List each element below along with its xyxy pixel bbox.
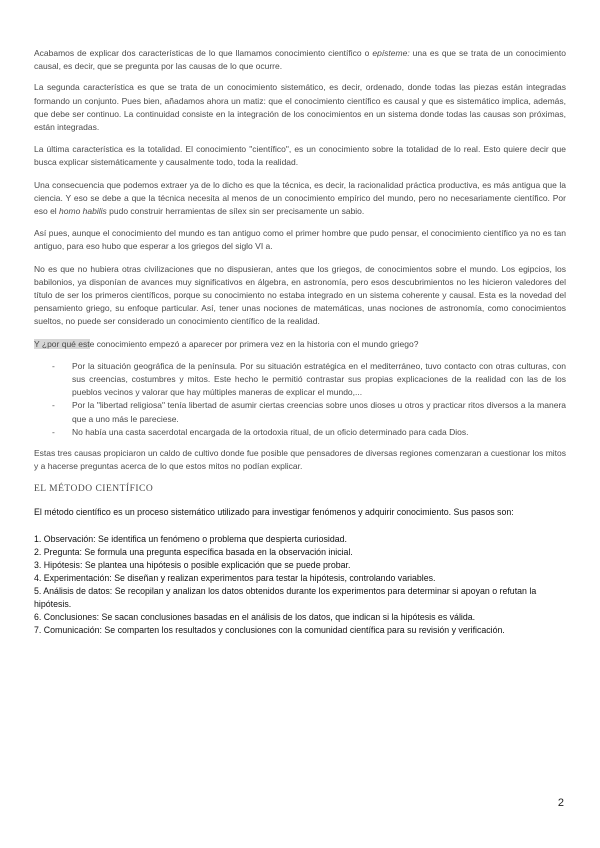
list-item-text: No había una casta sacerdotal encargada de la ortodoxia ritual, de un oficio determinado para cada Dios. <box>72 426 469 437</box>
paragraph-text: Una consecuencia que podemos extraer ya de lo dicho es que la técnica, es decir, la racionalidad práctica productiva, es más antigua que la ciencia. Y eso se debe a que la técnica necesita al menos de un conocimiento empírico del mundo, pero no necesariamente científico. Por eso el <box>34 179 566 217</box>
question-text: e conocimiento empezó a aparecer por primera vez en la historia con el mundo griego? <box>89 338 419 349</box>
highlighted-text: Y ¿por qué est <box>34 338 90 349</box>
paragraph-conclusion: Estas tres causas propiciaron un caldo de cultivo donde fue posible que pensadores de diversas regiones comenzaran a cuestionar los mitos y a hacerse preguntas acerca de lo que estos mitos no podían explicar. <box>34 448 566 472</box>
list-item-text: Por la situación geográfica de la península. Por su situación estratégica en el mediterráneo, tuvo contacto con otras culturas, con sus creencias, costumbres y mitos. Este hecho le permitió contrastar sus propias explicaciones de la realidad con las de los pueblos vecinos y valorar que hay múltiples maneras de explicar el mundo,... <box>72 360 566 398</box>
dash-bullet: - <box>52 426 55 437</box>
step-item: 5. Análisis de datos: Se recopilan y analizan los datos obtenidos durante los experimentos para determinar si apoyan o refutan la hipótesis. <box>34 586 537 610</box>
paragraph-causal <box>34 47 566 73</box>
paragraph-antiquity: Así pues, aunque el conocimiento del mundo es tan antiguo como el primer hombre que pudo pensar, el conocimiento científico ya no es tan antiguo, para eso hubo que esperar a los griegos del siglo VI a. <box>34 228 566 252</box>
page-number: 2 <box>557 797 564 809</box>
paragraph-text: una es que se trata de un conocimiento causal, es decir, que se pregunta por las causas de lo que ocurre. <box>34 48 566 72</box>
paragraph-technique <box>34 179 566 219</box>
list-item <box>34 399 566 425</box>
steps-list <box>34 533 566 637</box>
term-homo-habilis: homo habilis <box>59 206 107 217</box>
step-item: 3. Hipótesis: Se plantea una hipótesis o posible explicación que se puede probar. <box>34 560 351 571</box>
term-episteme: epísteme: <box>372 48 410 58</box>
section-heading: EL MÉTODO CIENTÍFICO <box>34 484 154 495</box>
list-item <box>34 426 566 439</box>
step-item: 6. Conclusiones: Se sacan conclusiones basadas en el análisis de los datos, que indican si la hipótesis es válida. <box>34 612 476 623</box>
section-intro: El método científico es un proceso sistemático utilizado para investigar fenómenos y adquirir conocimiento. Sus pasos son: <box>34 507 514 518</box>
step-item: 7. Comunicación: Se comparten los resultados y conclusiones con la comunidad científica para su revisión y verificación. <box>34 625 505 636</box>
step-item: 1. Observación: Se identifica un fenómeno o problema que despierta curiosidad. <box>34 534 347 545</box>
step-item: 2. Pregunta: Se formula una pregunta específica basada en la observación inicial. <box>34 547 353 558</box>
list-item-text: Por la "libertad religiosa" tenía libertad de asumir ciertas creencias sobre unos dioses u otros y practicar ritos diversos a la manera que a uno más le pareciese. <box>72 400 566 424</box>
paragraph-text: pudo construir herramientas de sílex sin ser precisamente un sabio. <box>106 206 365 217</box>
paragraph-civilizations: No es que no hubiera otras civilizaciones que no dispusieran, antes que los griegos, de conocimientos sobre el mundo. Los egipcios, los babilonios, ya disponían de avances muy significativos en álgebra, en astronomía, pero esos descubrimientos no les hicieron valedores del título de ser los primeros científicos, porque su conocimiento no estaba integrado en un sistema coherente y causal. Esta es la novedad del pensamiento griego, su enfoque particular. Así, tener unas nociones de matemáticas, unas nociones de astronomía, como conocimientos sueltos, no puede ser considerado un conocimiento científico de la realidad. <box>34 263 566 327</box>
paragraph-totality: La última característica es la totalidad. El conocimiento "científico", es un conocimiento sobre la totalidad de lo real. Esto quiere decir que busca explicar sistemáticamente y causalmente todo, toda la realidad. <box>34 144 566 168</box>
paragraph-systematic: La segunda característica es que se trata de un conocimiento sistemático, es decir, ordenado, donde todas las piezas están integradas formando un conjunto. Pues bien, añadamos ahora un matiz: que el conocimiento científico es causal y que es sistemático implica, además, que debe ser continuo. La continuidad consiste en la integración de los conocimientos en un sistema donde todas las causas son próximas, están integradas. <box>34 82 566 133</box>
dash-bullet: - <box>52 400 55 411</box>
paragraph-text: Acabamos de explicar dos características de lo que llamamos conocimiento científico o <box>34 48 373 58</box>
list-item <box>34 360 566 400</box>
causes-list <box>34 360 566 439</box>
question-paragraph <box>34 338 566 351</box>
dash-bullet: - <box>52 360 55 371</box>
step-item: 4. Experimentación: Se diseñan y realizan experimentos para testar la hipótesis, controlando variables. <box>34 573 436 584</box>
